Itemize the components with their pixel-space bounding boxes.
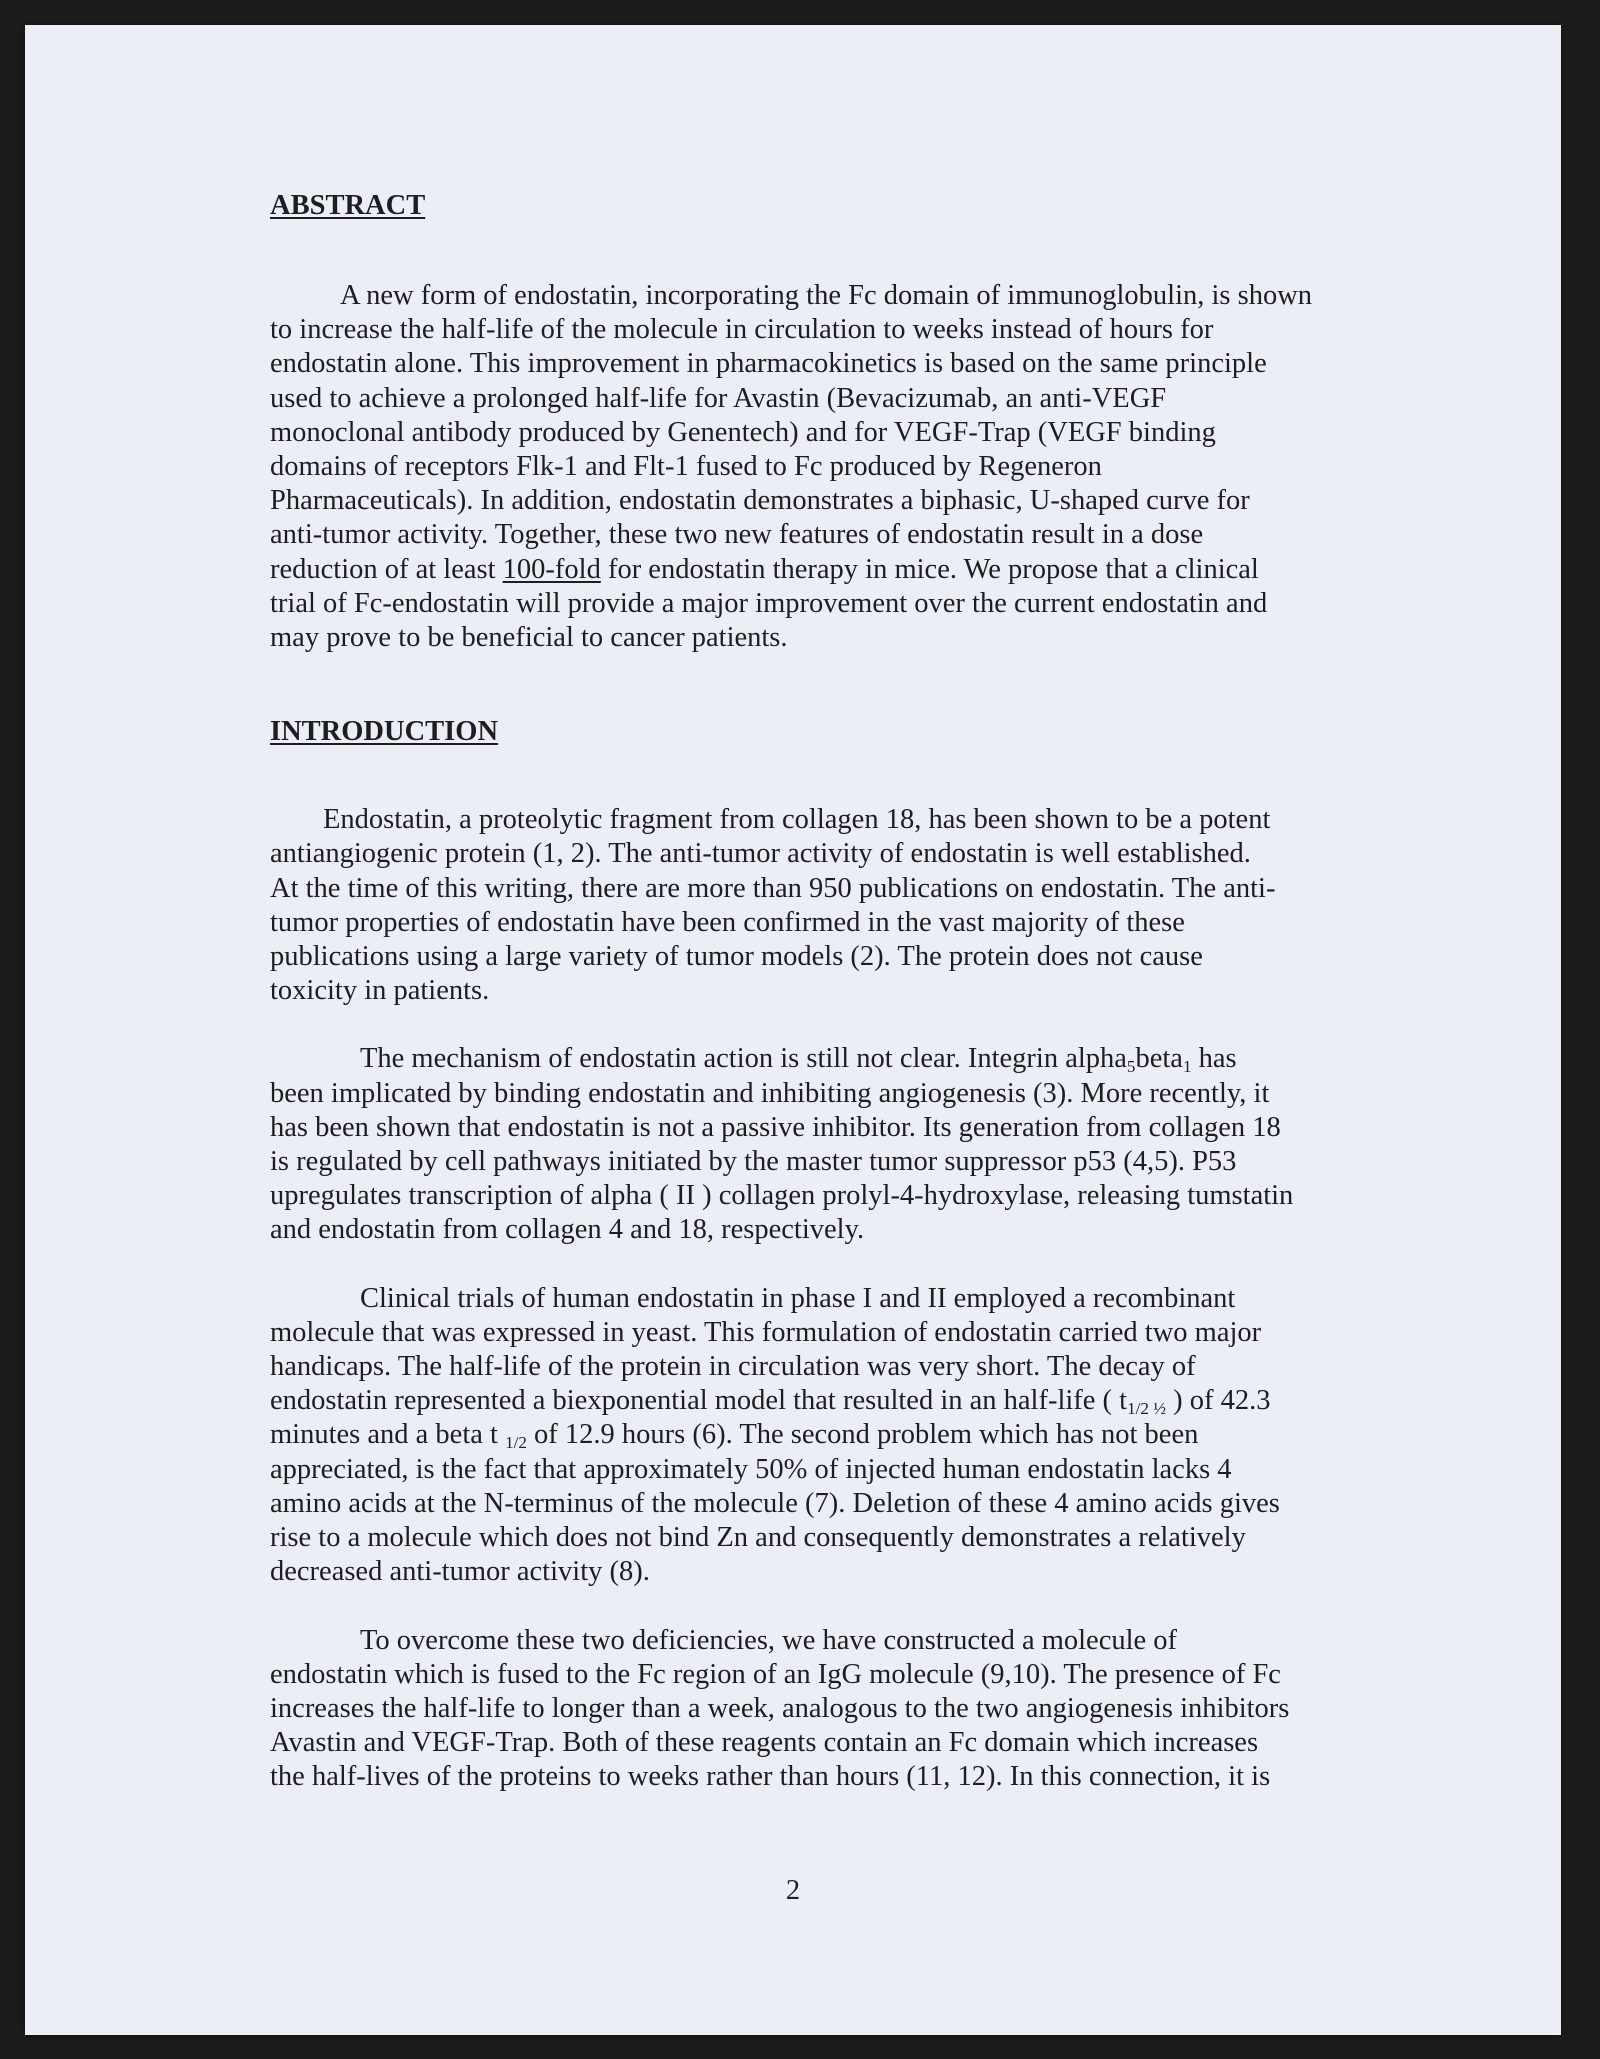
text-line: anti-tumor activity. Together, these two new features of endostatin result in a dose xyxy=(270,519,1204,551)
subscript: 5 xyxy=(1126,1057,1136,1077)
text-line: Pharmaceuticals). In addition, endostatin demonstrates a biphasic, U-shaped curve for xyxy=(270,485,1250,517)
text-line: been implicated by binding endostatin and inhibiting angiogenesis (3). More recently, it xyxy=(270,1077,1270,1109)
text-line: Endostatin, a proteolytic fragment from collagen 18, has been shown to be a potent xyxy=(323,804,1271,836)
text-line: toxicity in patients. xyxy=(270,975,490,1007)
text-segment: minutes and a beta t xyxy=(270,1419,506,1451)
text-line xyxy=(270,553,1380,587)
abstract-heading: ABSTRACT xyxy=(270,190,426,221)
text-line: Avastin and VEGF-Trap. Both of these reagents contain an Fc domain which increases xyxy=(270,1727,1259,1759)
text-line: appreciated, is the fact that approximately 50% of injected human endostatin lacks 4 xyxy=(270,1453,1232,1485)
introduction-paragraph-1 xyxy=(270,803,1380,1008)
text-segment: for endostatin therapy in mice. We propose that a clinical xyxy=(600,553,1259,585)
text-segment: beta xyxy=(1135,1043,1183,1075)
text-segment: reduction of at least xyxy=(270,553,503,585)
text-line: publications using a large variety of tumor models (2). The protein does not cause xyxy=(270,941,1203,973)
text-segment: The mechanism of endostatin action is still not clear. Integrin alpha xyxy=(360,1043,1127,1075)
subscript: 1/2 xyxy=(505,1433,527,1453)
text-line: molecule that was expressed in yeast. This formulation of endostatin carried two major xyxy=(270,1316,1262,1348)
text-line xyxy=(270,1384,1380,1418)
text-line: to increase the half-life of the molecule in circulation to weeks instead of hours for xyxy=(270,314,1214,346)
page-number: 2 xyxy=(785,1875,801,1906)
subscript: 1 xyxy=(1182,1057,1192,1077)
text-line: increases the half-life to longer than a week, analogous to the two angiogenesis inhibitors xyxy=(270,1692,1290,1724)
subscript: 1/2 ½ xyxy=(1127,1399,1167,1419)
text-line: decreased anti-tumor activity (8). xyxy=(270,1556,650,1588)
text-line: used to achieve a prolonged half-life for Avastin (Bevacizumab, an anti-VEGF xyxy=(270,382,1167,414)
introduction-paragraph-2 xyxy=(270,1042,1380,1247)
page-content xyxy=(270,189,1380,1795)
text-line: amino acids at the N-terminus of the molecule (7). Deletion of these 4 amino acids gives xyxy=(270,1487,1280,1519)
abstract-paragraph xyxy=(270,279,1380,655)
text-line: antiangiogenic protein (1, 2). The anti-tumor activity of endostatin is well established. xyxy=(270,838,1251,870)
text-line: and endostatin from collagen 4 and 18, respectively. xyxy=(270,1214,865,1246)
introduction-heading: INTRODUCTION xyxy=(270,716,499,748)
introduction-paragraph-4 xyxy=(270,1624,1380,1795)
text-line: handicaps. The half-life of the protein in circulation was very short. The decay of xyxy=(270,1351,1196,1383)
text-line: endostatin which is fused to the Fc region of an IgG molecule (9,10). The presence of Fc xyxy=(270,1658,1281,1690)
underlined-emphasis: 100-fold xyxy=(502,553,601,585)
text-segment: ) of 42.3 xyxy=(1166,1385,1271,1417)
text-line xyxy=(270,1042,1380,1076)
text-segment: has xyxy=(1191,1043,1237,1075)
text-line: upregulates transcription of alpha ( II ) collagen prolyl-4-hydroxylase, releasing tumstatin xyxy=(270,1180,1294,1212)
text-line: tumor properties of endostatin have been confirmed in the vast majority of these xyxy=(270,906,1185,938)
text-line: Clinical trials of human endostatin in phase I and II employed a recombinant xyxy=(360,1282,1236,1314)
text-segment: of 12.9 hours (6). The second problem which has not been xyxy=(526,1419,1199,1451)
text-line: trial of Fc-endostatin will provide a major improvement over the current endostatin and xyxy=(270,587,1268,619)
text-line: domains of receptors Flk-1 and Flt-1 fused to Fc produced by Regeneron xyxy=(270,451,1102,483)
text-segment: endostatin represented a biexponential model that resulted in an half-life ( t xyxy=(270,1385,1128,1417)
text-line: monoclonal antibody produced by Genentech) and for VEGF-Trap (VEGF binding xyxy=(270,416,1216,448)
text-line: rise to a molecule which does not bind Zn and consequently demonstrates a relatively xyxy=(270,1522,1246,1554)
text-line: is regulated by cell pathways initiated by the master tumor suppressor p53 (4,5). P53 xyxy=(270,1146,1237,1178)
text-line: has been shown that endostatin is not a passive inhibitor. Its generation from collagen 18 xyxy=(270,1111,1281,1143)
text-line: endostatin alone. This improvement in pharmacokinetics is based on the same principle xyxy=(270,348,1267,380)
text-line: may prove to be beneficial to cancer patients. xyxy=(270,622,788,654)
introduction-paragraph-3 xyxy=(270,1282,1380,1590)
document-page xyxy=(25,25,1561,2035)
text-line: the half-lives of the proteins to weeks rather than hours (11, 12). In this connection, it is xyxy=(270,1761,1271,1793)
text-line: At the time of this writing, there are more than 950 publications on endostatin. The anti- xyxy=(270,872,1276,904)
text-line xyxy=(270,1418,1380,1452)
text-line: A new form of endostatin, incorporating the Fc domain of immunoglobulin, is shown xyxy=(340,280,1313,311)
text-line: To overcome these two deficiencies, we have constructed a molecule of xyxy=(360,1624,1178,1656)
